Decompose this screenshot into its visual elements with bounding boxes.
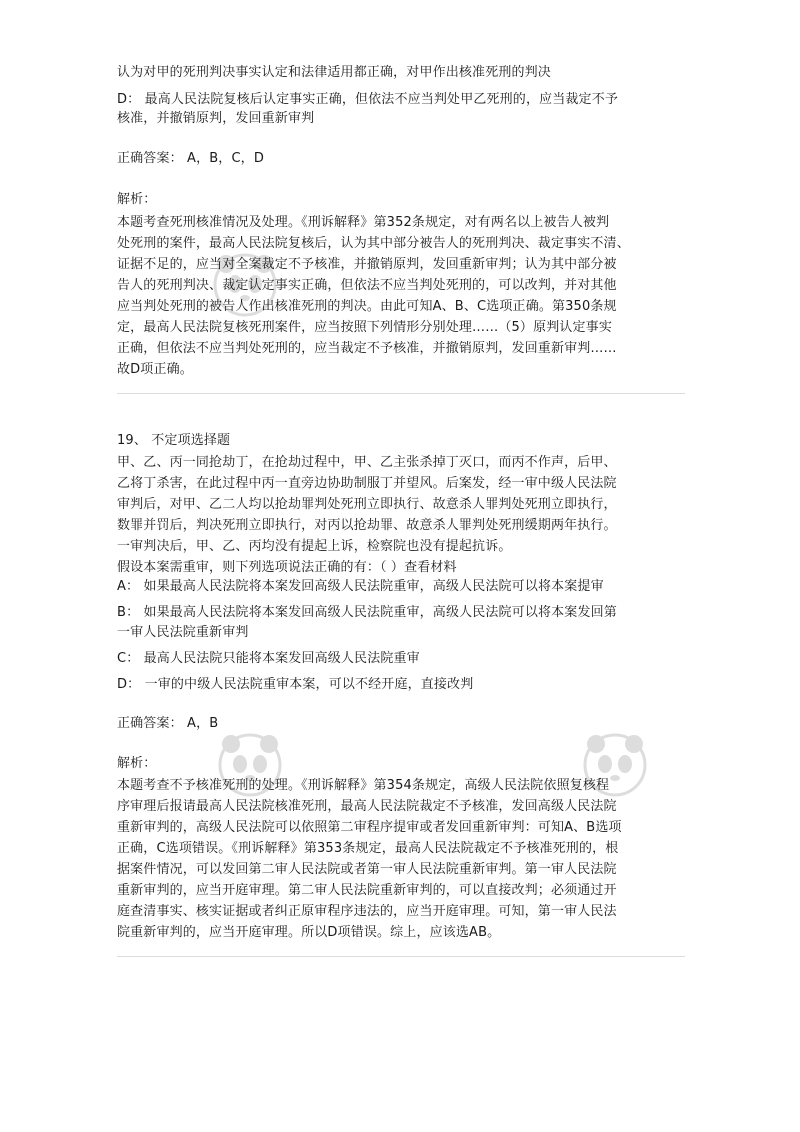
q18-analysis-line: 本题考查死刑核准情况及处理。《刑诉解释》第352条规定，对有两名以上被告人被判 (117, 215, 610, 230)
q19-stem-line: 审判后，对甲、乙二人均以抢劫罪判处死刑立即执行、故意杀人罪判处死刑立即执行， (117, 497, 617, 512)
q19-option-b-line1: B： 如果最高人民法院将本案发回高级人民法院重审，高级人民法院可以将本案发回第 (117, 605, 617, 620)
q19-option-b-line2: 一审人民法院重新审判 (117, 625, 249, 640)
q19-analysis-line: 正确，C选项错误。《刑诉解释》第353条规定，最高人民法院裁定不予核准死刑的，根 (117, 841, 619, 856)
q19-option-d: D： 一审的中级人民法院重审本案，可以不经开庭，直接改判 (117, 677, 474, 692)
q19-stem-line: 假设本案需重审，则下列选项说法正确的有：（ ）查看材料 (117, 560, 457, 575)
q19-analysis-line: 重新审判的，高级人民法院可以依照第二审程序提审或者发回重新审判：可知A、B选项 (117, 820, 622, 835)
q19-header: 19、 不定项选择题 (117, 433, 231, 448)
q18-analysis-line: 告人的死刑判决、裁定认定事实正确，但依法不应当判处死刑的，可以改判，并对其他 (117, 278, 617, 293)
q19-stem (117, 452, 617, 578)
q18-analysis-line: 定，最高人民法院复核死刑案件，应当按照下列情形分别处理……（5）原判认定事实 (117, 320, 612, 335)
q18-analysis-line: 故D项正确。 (117, 362, 193, 377)
q19-option-a: A： 如果最高人民法院将本案发回高级人民法院重审，高级人民法院可以将本案提审 (117, 579, 604, 594)
divider (117, 393, 685, 394)
q19-analysis-line: 重新审判的，应当开庭审理。第二审人民法院重新审判的，可以直接改判；必须通过开 (117, 883, 617, 898)
q18-correct-answer: 正确答案： A，B，C，D (117, 151, 264, 166)
q18-analysis-line: 应当判处死刑的被告人作出核准死刑的判决。由此可知A、B、C选项正确。第350条规 (117, 299, 617, 314)
q18-analysis-label: 解析： (117, 192, 157, 207)
q19-stem-line: 一审判决后，甲、乙、丙均没有提起上诉，检察院也没有提起抗诉。 (117, 539, 512, 554)
q18-analysis-line: 处死刑的案件，最高人民法院复核后，认为其中部分被告人的死刑判决、裁定事实不清、 (117, 236, 630, 251)
q19-analysis-label: 解析： (117, 756, 157, 771)
q18-analysis-line: 证据不足的，应当对全案裁定不予核准，并撤销原判，发回重新审判；认为其中部分被 (117, 257, 617, 272)
q19-analysis-line: 序审理后报请最高人民法院核准死刑，最高人民法院裁定不予核准，发回高级人民法院 (117, 799, 617, 814)
q19-correct-answer: 正确答案： A，B (117, 716, 219, 731)
divider (117, 956, 685, 957)
q19-stem-line: 甲、乙、丙一同抢劫丁，在抢劫过程中，甲、乙主张杀掉丁灭口，而丙不作声，后甲、 (117, 455, 617, 470)
q18-option-d-line1: D： 最高人民法院复核后认定事实正确，但依法不应当判处甲乙死刑的，应当裁定不予 (117, 92, 618, 107)
q19-analysis-line: 本题考查不予核准死刑的处理。《刑诉解释》第354条规定，高级人民法院依照复核程 (117, 778, 610, 793)
q18-analysis (117, 212, 630, 380)
q19-option-c: C： 最高人民法院只能将本案发回高级人民法院重审 (117, 651, 420, 666)
q18-option-d-line2: 核准，并撤销原判，发回重新审判 (117, 111, 315, 126)
q19-analysis-line: 据案件情况，可以发回第二审人民法院或者第一审人民法院重新审判。第一审人民法院 (117, 862, 617, 877)
q19-analysis (117, 775, 622, 943)
q19-analysis-line: 院重新审判的，应当开庭审理。所以D项错误。综上，应该选AB。 (117, 925, 501, 940)
q19-stem-line: 数罪并罚后，判决死刑立即执行，对丙以抢劫罪、故意杀人罪判处死刑缓期两年执行。 (117, 518, 617, 533)
q19-analysis-line: 庭查清事实、核实证据或者纠正原审程序违法的，应当开庭审理。可知，第一审人民法 (117, 904, 617, 919)
q19-stem-line: 乙将丁杀害，在此过程中丙一直旁边协助制服丁并望风。后案发，经一审中级人民法院 (117, 476, 617, 491)
q18-analysis-line: 正确，但依法不应当判处死刑的，应当裁定不予核准，并撤销原判，发回重新审判…… (117, 341, 617, 356)
q18-option-c-tail: 认为对甲的死刑判决事实认定和法律适用都正确，对甲作出核准死刑的判决 (117, 65, 551, 80)
